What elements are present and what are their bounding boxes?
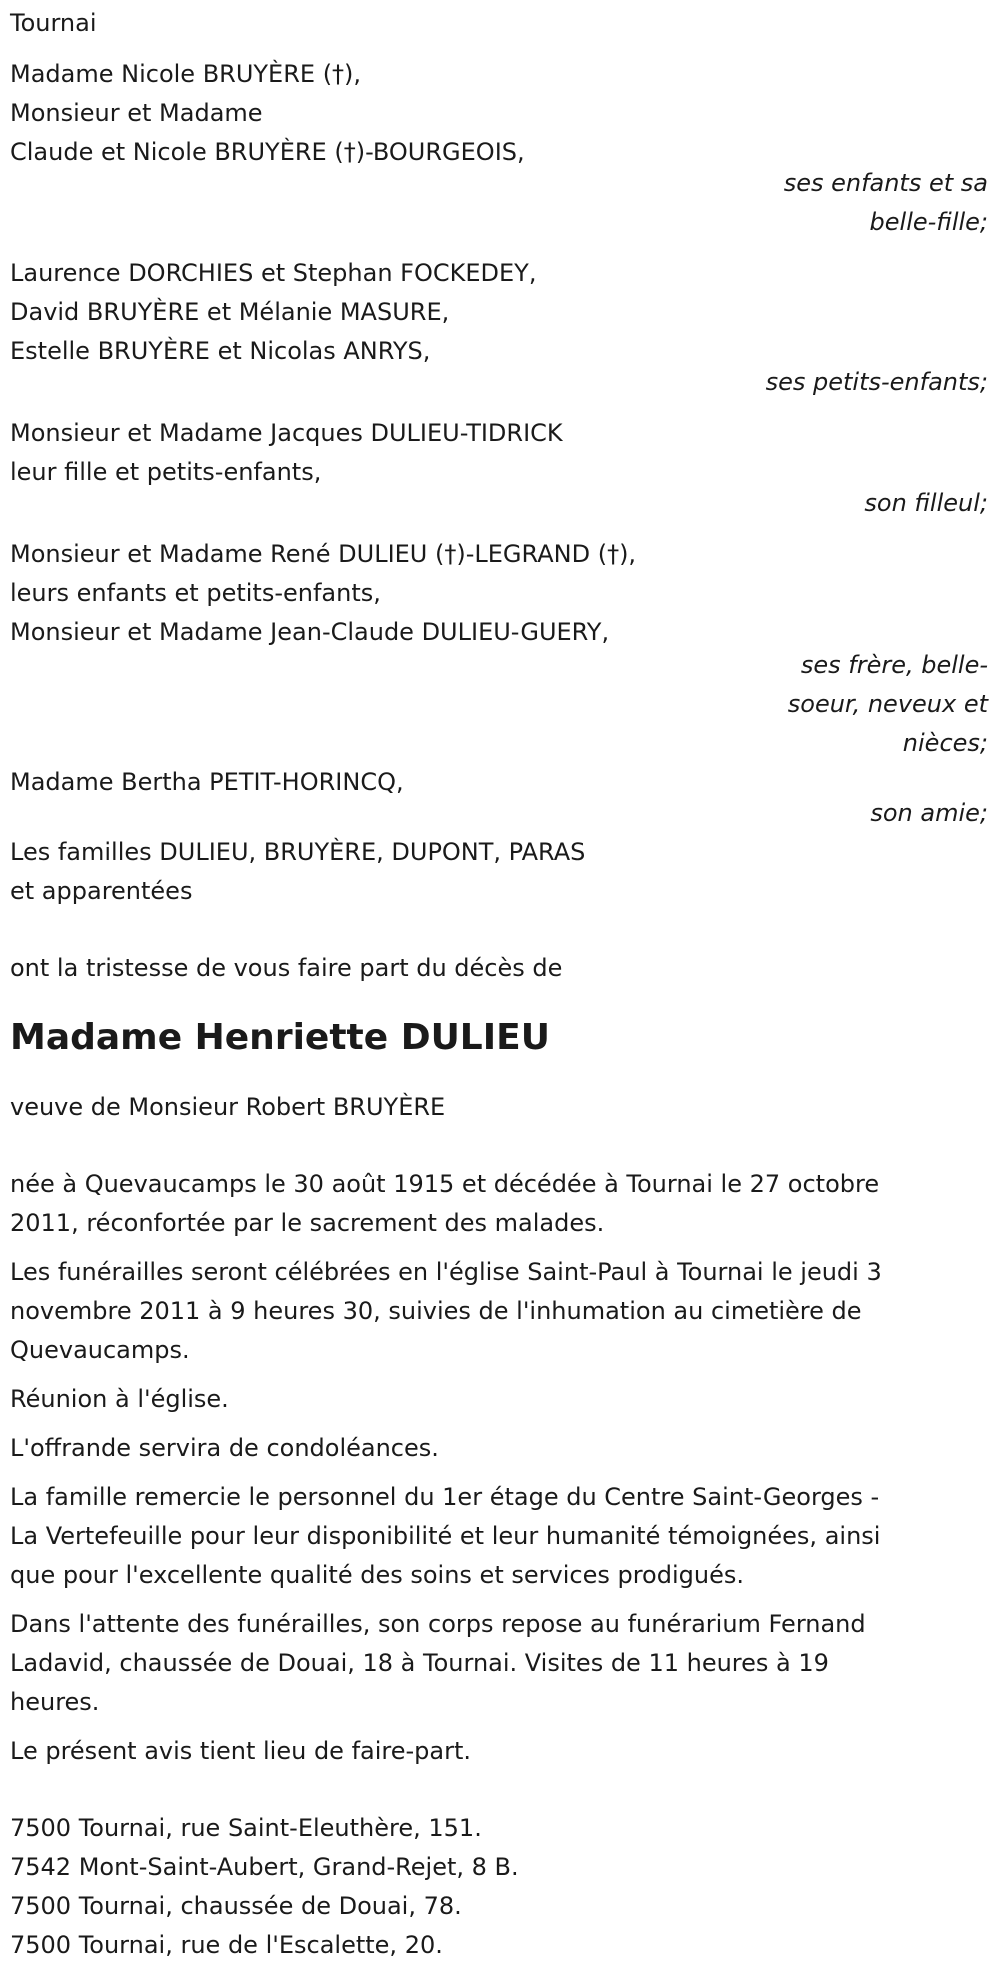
relationship-label: son filleul; (864, 489, 988, 517)
family-group-grandchildren (10, 254, 990, 402)
family-name-line: Monsieur et Madame René DULIEU (†)-LEGRAND (†), (10, 540, 637, 568)
location: Tournai (10, 9, 97, 37)
family-name-line: Estelle BRUYÈRE et Nicolas ANRYS, (10, 337, 431, 365)
family-name-line: Madame Bertha PETIT-HORINCQ, (10, 768, 404, 796)
meeting-paragraph: Réunion à l'église. (10, 1385, 229, 1413)
address-line: 7500 Tournai, chaussée de Douai, 78. (10, 1892, 462, 1920)
address-line: 7500 Tournai, rue de l'Escalette, 20. (10, 1931, 443, 1959)
widow-of-text: veuve de Monsieur Robert BRUYÈRE (10, 1093, 446, 1121)
visitation-paragraph: Dans l'attente des funérailles, son corps repose au funérarium Fernand Ladavid, chaussée de Douai, 18 à Tournai. Visites de 11 heures à 19 heures. (10, 1610, 866, 1716)
family-name-line: David BRUYÈRE et Mélanie MASURE, (10, 298, 450, 326)
thanks-paragraph: La famille remercie le personnel du 1er étage du Centre Saint-Georges - La Vertefeuille pour leur disponibilité et leur humanité témoignées, ainsi que pour l'excellente qualité des soins et services prodigués. (10, 1483, 881, 1589)
family-group-siblings (10, 535, 990, 763)
family-name-line: Monsieur et Madame Jean-Claude DULIEU-GUERY, (10, 618, 610, 646)
relationship-label: son amie; (870, 799, 988, 827)
relationship-label: ses enfants et sa belle-fille; (783, 169, 988, 236)
obituary-content (10, 4, 990, 1965)
relationship-label: ses petits-enfants; (765, 368, 988, 396)
family-name-line: Les familles DULIEU, BRUYÈRE, DUPONT, PARAS (10, 838, 586, 866)
family-name-line: Monsieur et Madame Jacques DULIEU-TIDRICK (10, 419, 563, 447)
family-name-line: Claude et Nicole BRUYÈRE (†)-BOURGEOIS, (10, 138, 525, 166)
address-list (10, 1809, 990, 1965)
family-name-line: et apparentées (10, 877, 193, 905)
family-name-line: leur fille et petits-enfants, (10, 458, 322, 486)
family-name-line: leurs enfants et petits-enfants, (10, 579, 381, 607)
family-group-children (10, 55, 990, 242)
family-group-godson (10, 414, 990, 523)
relationship-label: ses frère, belle- soeur, neveux et nièces; (787, 651, 988, 757)
family-group-families (10, 833, 990, 911)
family-name-line: Laurence DORCHIES et Stephan FOCKEDEY, (10, 259, 537, 287)
announcement-text: ont la tristesse de vous faire part du décès de (10, 954, 563, 982)
notice-paragraph: Le présent avis tient lieu de faire-part. (10, 1737, 472, 1765)
deceased-name: Madame Henriette DULIEU (10, 1017, 550, 1058)
offering-paragraph: L'offrande servira de condoléances. (10, 1434, 439, 1462)
family-name-line: Monsieur et Madame (10, 99, 263, 127)
address-line: 7542 Mont-Saint-Aubert, Grand-Rejet, 8 B. (10, 1853, 519, 1881)
address-line: 7500 Tournai, rue Saint-Eleuthère, 151. (10, 1814, 482, 1842)
birth-death-paragraph: née à Quevaucamps le 30 août 1915 et décédée à Tournai le 27 octobre 2011, réconfortée par le sacrement des malades. (10, 1170, 880, 1237)
family-name-line: Madame Nicole BRUYÈRE (†), (10, 60, 362, 88)
funeral-paragraph: Les funérailles seront célébrées en l'église Saint-Paul à Tournai le jeudi 3 novembre 2011 à 9 heures 30, suivies de l'inhumation au cimetière de Quevaucamps. (10, 1258, 882, 1364)
family-group-friend (10, 763, 990, 833)
